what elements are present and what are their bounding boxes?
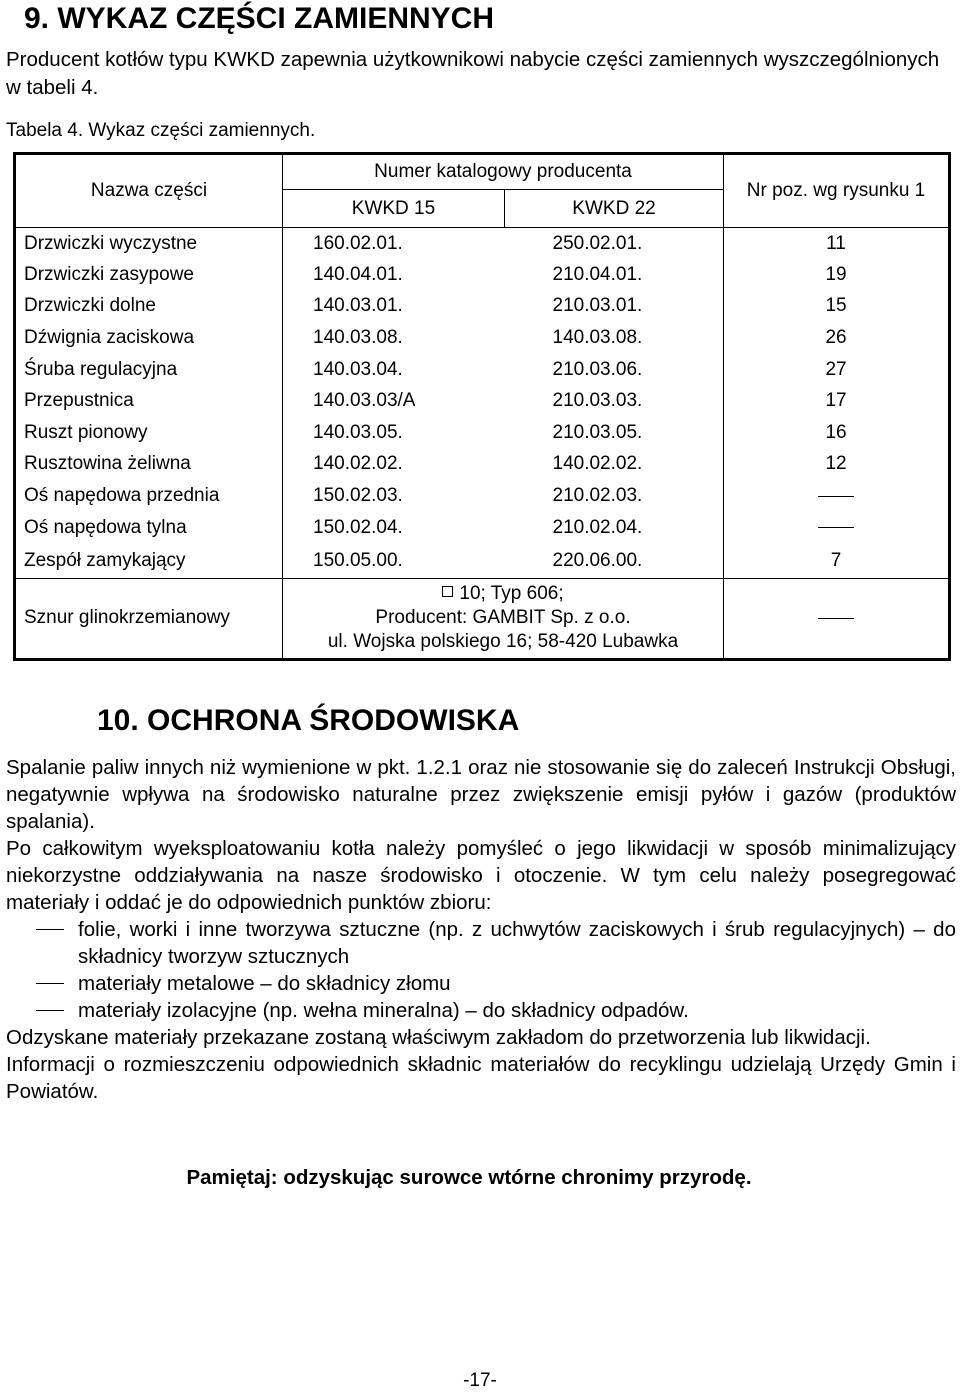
square-icon — [442, 586, 453, 597]
table-row — [15, 543, 950, 578]
catalog-line-2: Producent: GAMBIT Sp. z o.o. — [375, 607, 631, 629]
kwkd22-number: 140.03.08. — [505, 322, 724, 354]
kwkd15-number: 140.03.01. — [313, 295, 403, 317]
drawing-ref: 26 — [825, 327, 847, 349]
list-item — [6, 916, 956, 970]
part-name: Dźwignia zaciskowa — [15, 322, 283, 354]
drawing-ref: 19 — [825, 263, 847, 285]
kwkd15-number: 140.03.05. — [313, 421, 403, 443]
drawing-ref: 11 — [826, 232, 846, 254]
dash-bullet-icon — [36, 983, 64, 984]
drawing-ref-dash — [724, 480, 950, 512]
kwkd22-number: 250.02.01. — [505, 228, 724, 260]
part-name: Drzwiczki wyczystne — [15, 228, 283, 260]
catalog-line-1-text: 10; Typ 606; — [459, 583, 564, 605]
dash-line-icon — [818, 618, 854, 619]
kwkd15-number: 140.04.01. — [313, 263, 403, 285]
kwkd22-number: 210.03.06. — [505, 354, 724, 386]
part-name: Rusztowina żeliwna — [15, 449, 283, 481]
list-item-text: folie, worki i inne tworzywa sztuczne (np. z uchwytów zaciskowych i śrub regulacyjnych) – do składnicy tworzyw sztucznych — [78, 918, 956, 968]
dash-line-icon — [818, 527, 854, 528]
list-item-text: materiały metalowe – do składnicy złomu — [78, 972, 451, 995]
table-row — [15, 480, 950, 512]
part-name: Śruba regulacyjna — [15, 354, 283, 386]
header-part-name: Nazwa części — [15, 154, 283, 228]
part-name: Drzwiczki zasypowe — [15, 259, 283, 291]
section-10-body — [6, 754, 956, 1105]
list-item-text: materiały izolacyjne (np. wełna mineralna) – do składnicy odpadów. — [78, 999, 689, 1022]
drawing-ref: 16 — [825, 421, 847, 443]
table-row — [15, 385, 950, 417]
kwkd15-number: 160.02.01. — [313, 232, 403, 254]
catalog-line-1 — [291, 582, 715, 606]
kwkd15-number: 140.03.04. — [313, 358, 403, 380]
list-item — [6, 997, 956, 1024]
drawing-ref-dash — [724, 578, 950, 659]
part-name: Przepustnica — [15, 385, 283, 417]
dash-bullet-icon — [36, 1010, 64, 1011]
header-drawing-ref: Nr poz. wg rysunku 1 — [724, 154, 950, 228]
table-row — [15, 322, 950, 354]
kwkd22-number: 220.06.00. — [505, 543, 724, 578]
kwkd15-number: 140.02.02. — [313, 453, 403, 475]
part-name: Sznur glinokrzemianowy — [15, 578, 283, 659]
table-row — [15, 578, 950, 659]
paragraph: Spalanie paliw innych niż wymienione w pkt. 1.2.1 oraz nie stosowanie się do zaleceń Instrukcji Obsługi, negatywnie wpływa na środowisko naturalne przez zwiększenie emisji pyłów i gazów (produktów spalania). — [6, 756, 956, 833]
drawing-ref: 7 — [830, 549, 842, 571]
section-9-title: 9. WYKAZ CZĘŚCI ZAMIENNYCH — [24, 2, 495, 35]
part-name: Ruszt pionowy — [15, 417, 283, 449]
page-number: -17- — [463, 1370, 497, 1391]
kwkd22-number: 140.02.02. — [505, 449, 724, 481]
catalog-line-3: ul. Wojska polskiego 16; 58-420 Lubawka — [327, 631, 679, 653]
disposal-list — [6, 916, 956, 1024]
table-caption: Tabela 4. Wykaz części zamiennych. — [6, 120, 316, 141]
section-9-intro: Producent kotłów typu KWKD zapewnia użytkownikowi nabycie części zamiennych wyszczególnionych w tabeli 4. — [6, 48, 940, 99]
part-name: Oś napędowa tylna — [15, 512, 283, 544]
kwkd22-number: 210.03.05. — [505, 417, 724, 449]
kwkd15-number: 140.03.08. — [313, 327, 403, 349]
paragraph: Informacji o rozmieszczeniu odpowiednich składnic materiałów do recyklingu udzielają Urzędy Gmin i Powiatów. — [6, 1053, 956, 1103]
header-kwkd15: KWKD 15 — [283, 190, 505, 228]
merged-catalog-cell — [283, 578, 724, 659]
kwkd22-number: 210.04.01. — [505, 259, 724, 291]
kwkd15-number: 150.05.00. — [313, 549, 403, 571]
spare-parts-table — [13, 152, 951, 661]
table-row — [15, 512, 950, 544]
part-name: Drzwiczki dolne — [15, 291, 283, 323]
kwkd22-number: 210.02.04. — [505, 512, 724, 544]
table-row — [15, 449, 950, 481]
kwkd22-number: 210.02.03. — [505, 480, 724, 512]
kwkd22-number: 210.03.01. — [505, 291, 724, 323]
table-row — [15, 228, 950, 260]
drawing-ref-dash — [724, 512, 950, 544]
section-10-title: 10. OCHRONA ŚRODOWISKA — [97, 704, 520, 737]
paragraph: Po całkowitym wyeksploatowaniu kotła należy pomyśleć o jego likwidacji w sposób minimalizujący niekorzystne oddziaływania na nasze środowisko i otoczenie. W tym celu należy posegregować materiały i oddać je do odpowiednich punktów zbioru: — [6, 837, 956, 914]
header-catalog-number: Numer katalogowy producenta — [283, 154, 724, 190]
drawing-ref: 12 — [825, 453, 847, 475]
dash-bullet-icon — [36, 929, 64, 930]
dash-line-icon — [818, 496, 854, 497]
drawing-ref: 15 — [825, 295, 847, 317]
list-item — [6, 970, 956, 997]
kwkd15-number: 140.03.03/A — [313, 390, 416, 412]
table-row — [15, 417, 950, 449]
kwkd15-number: 150.02.03. — [313, 485, 403, 507]
kwkd22-number: 210.03.03. — [505, 385, 724, 417]
kwkd15-number: 150.02.04. — [313, 516, 403, 538]
table-row — [15, 291, 950, 323]
part-name: Zespół zamykający — [15, 543, 283, 578]
table-row — [15, 354, 950, 386]
reminder-note: Pamiętaj: odzyskując surowce wtórne chronimy przyrodę. — [186, 1166, 752, 1189]
drawing-ref: 27 — [825, 358, 847, 380]
table-row — [15, 259, 950, 291]
header-kwkd22: KWKD 22 — [505, 190, 724, 228]
part-name: Oś napędowa przednia — [15, 480, 283, 512]
drawing-ref: 17 — [825, 390, 847, 412]
paragraph: Odzyskane materiały przekazane zostaną właściwym zakładom do przetworzenia lub likwidacji. — [6, 1026, 871, 1049]
